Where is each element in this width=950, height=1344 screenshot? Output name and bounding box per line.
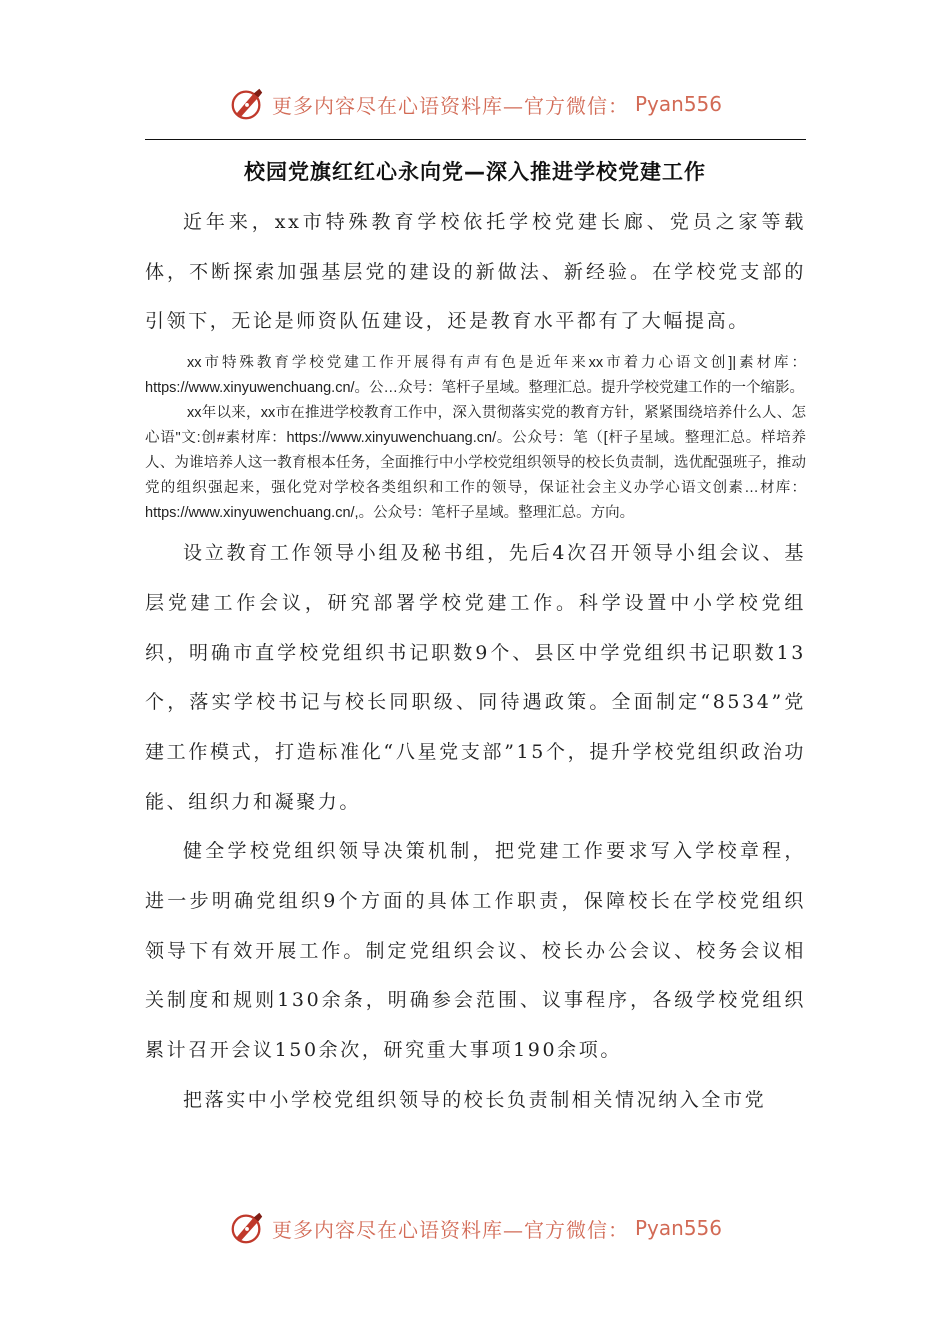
body-paragraph: 健全学校党组织领导决策机制，把党建工作要求写入学校章程，进一步明确党组织9个方面的具体工作职责，保障校长在学校党组织领导下有效开展工作。制定党组织会议、校长办公会议、校务会议相关制度和规则130余条，明确参会范围、议事程序，各级学校党组织累计召开会议150余次，研究重大事项190余项。 bbox=[145, 840, 806, 1062]
banner-text: 更多内容尽在心语资料库—官方微信： bbox=[271, 93, 629, 118]
body-paragraph-small: xx年以来，xx市在推进学校教育工作中，深入贯彻落实党的教育方针，紧紧围绕培养什么人、怎心语"文:创#素材库：https://www.xinyuwenchuang.cn/。公众号：笔（[杆子星域。整理汇总。样培养人、为谁培养人这一教育根本任务，全面推行中小学校党组织领导的校长负责制，选优配强班子，推动党的组织强起来，强化党对学校各类组织和工作的领导，保证社会主义办学心语文创素…材库：https://www.xinyuwenchuang.cn/,。公众号：笔杆子星域。整理汇总。方向。 bbox=[145, 405, 806, 522]
body-paragraph: 把落实中小学校党组织领导的校长负责制相关情况纳入全市党 bbox=[183, 1088, 767, 1111]
header-banner bbox=[0, 84, 950, 124]
document-title: 校园党旗红红心永向党—深入推进学校党建工作 bbox=[244, 160, 706, 184]
banner-text: 更多内容尽在心语资料库—官方微信： bbox=[271, 1217, 629, 1242]
header-divider bbox=[145, 139, 806, 140]
banner-wechat-id: Pyan556 bbox=[634, 92, 722, 116]
footer-banner bbox=[0, 1208, 950, 1248]
body-paragraph-small: xx市特殊教育学校党建工作开展得有声有色是近年来xx市着力心语文创]|素材库：https://www.xinyuwenchuang.cn/。公…众号：笔杆子星域。整理汇总。提升学校党建工作的一个缩影。 bbox=[145, 355, 806, 397]
pen-nib-logo-icon bbox=[228, 1209, 266, 1247]
pen-nib-logo-icon bbox=[228, 85, 266, 123]
banner-wechat-id: Pyan556 bbox=[634, 1216, 722, 1240]
body-paragraph: 近年来，xx市特殊教育学校依托学校党建长廊、党员之家等载体，不断探索加强基层党的建设的新做法、新经验。在学校党支部的引领下，无论是师资队伍建设，还是教育水平都有了大幅提高。 bbox=[145, 211, 806, 333]
body-paragraph: 设立教育工作领导小组及秘书组，先后4次召开领导小组会议、基层党建工作会议，研究部署学校党建工作。科学设置中小学校党组织，明确市直学校党组织书记职数9个、县区中学党组织书记职数13个，落实学校书记与校长同职级、同待遇政策。全面制定“8534”党建工作模式，打造标准化“八星党支部”15个，提升学校党组织政治功能、组织力和凝聚力。 bbox=[145, 542, 806, 813]
document-body bbox=[145, 198, 806, 1126]
